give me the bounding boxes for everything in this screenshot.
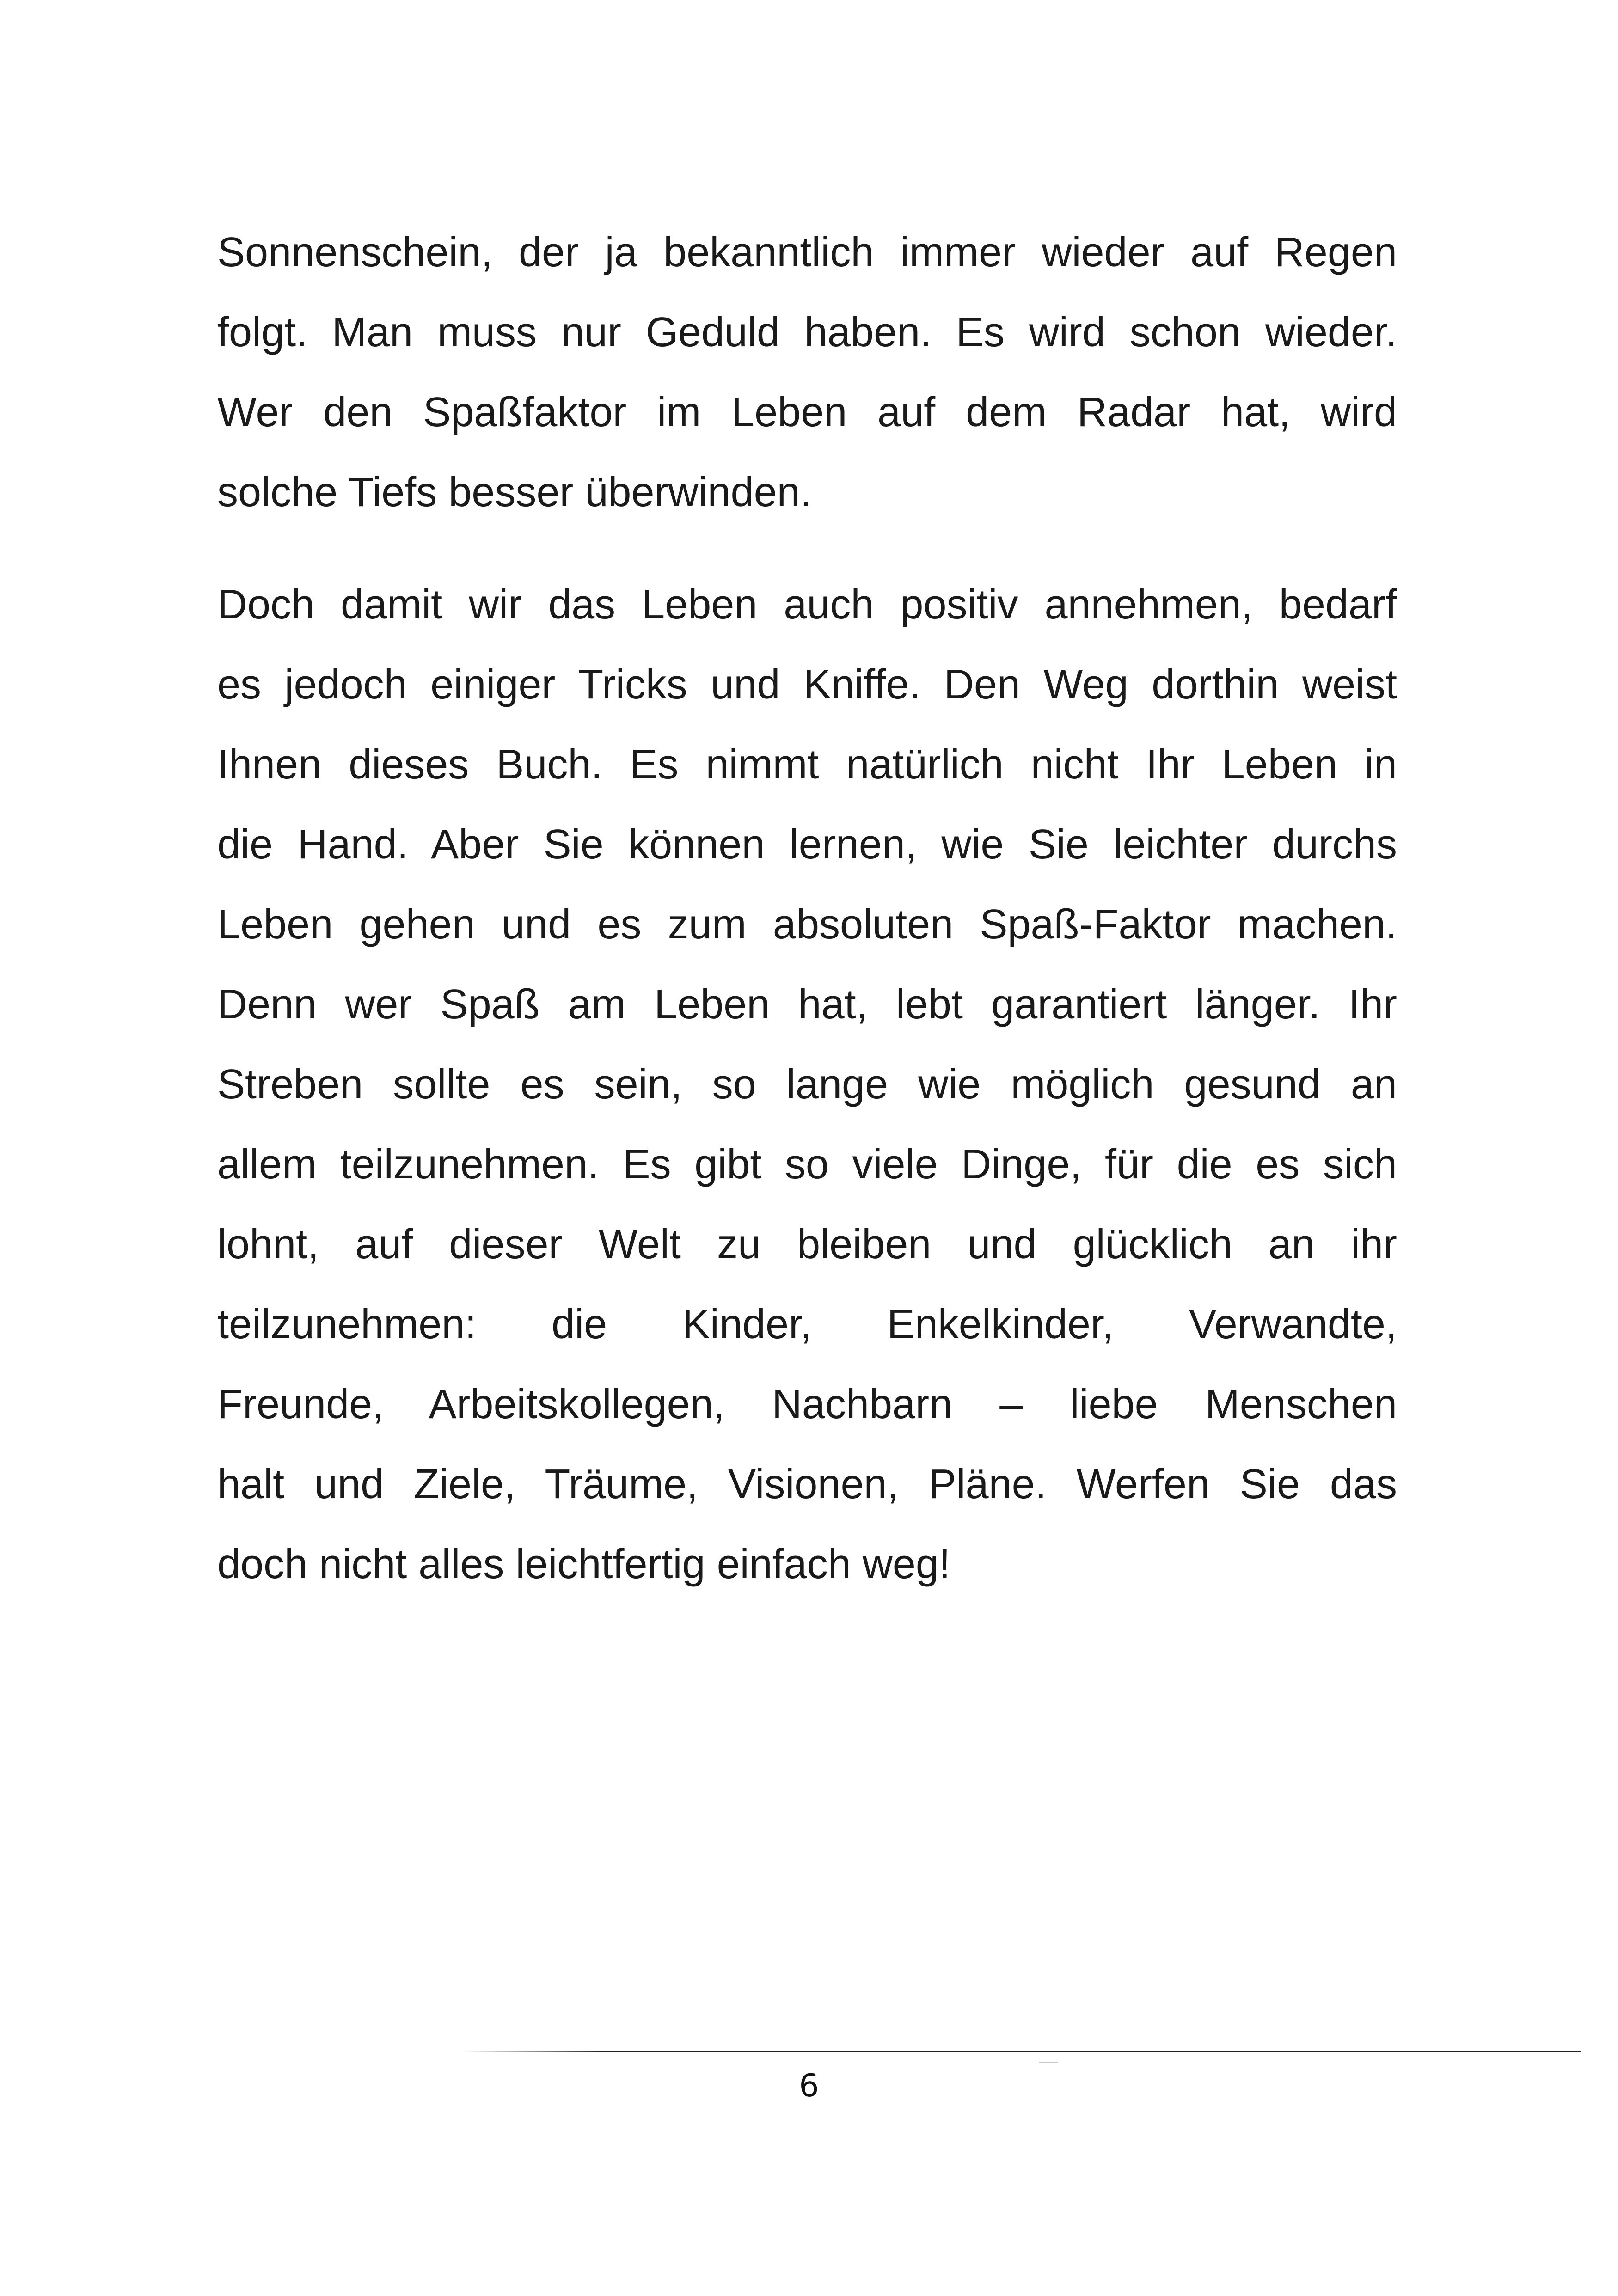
- body-text: [217, 213, 1397, 1604]
- text-line: allem teilzunehmen. Es gibt so viele Dinge, für die es sich: [217, 1141, 1397, 1188]
- text-line: Freunde, Arbeitskollegen, Nachbarn – liebe Menschen: [217, 1381, 1397, 1427]
- text-line: Sonnenschein, der ja bekanntlich immer wieder auf Regen: [217, 229, 1397, 276]
- text-line: Denn wer Spaß am Leben hat, lebt garantiert länger. Ihr: [217, 981, 1397, 1028]
- paragraph-2: [217, 565, 1397, 1604]
- text-line: halt und Ziele, Träume, Visionen, Pläne. Werfen Sie das: [217, 1461, 1397, 1507]
- text-line: teilzunehmen: die Kinder, Enkelkinder, Verwandte,: [217, 1301, 1397, 1347]
- text-line: Ihnen dieses Buch. Es nimmt natürlich nicht Ihr Leben in: [217, 741, 1397, 788]
- text-line: Leben gehen und es zum absoluten Spaß-Faktor machen.: [217, 901, 1397, 948]
- text-line: es jedoch einiger Tricks und Kniffe. Den Weg dorthin weist: [217, 661, 1397, 708]
- text-line: Doch damit wir das Leben auch positiv annehmen, bedarf: [217, 582, 1397, 628]
- page-number: 6: [799, 2068, 819, 2104]
- footer-divider: [462, 2051, 1581, 2052]
- text-line: die Hand. Aber Sie können lernen, wie Sie leichter durchs: [217, 821, 1397, 868]
- text-line: Wer den Spaßfaktor im Leben auf dem Radar hat, wird: [217, 389, 1397, 435]
- text-line: solche Tiefs besser überwinden.: [217, 469, 812, 515]
- footer-mark: [1039, 2062, 1058, 2063]
- text-line: doch nicht alles leichtfertig einfach weg!: [217, 1541, 950, 1587]
- paragraph-1: [217, 213, 1397, 533]
- text-line: lohnt, auf dieser Welt zu bleiben und glücklich an ihr: [217, 1221, 1397, 1267]
- text-line: folgt. Man muss nur Geduld haben. Es wird schon wieder.: [217, 309, 1397, 355]
- footer-divider-fade: [462, 2051, 601, 2052]
- text-line: Streben sollte es sein, so lange wie möglich gesund an: [217, 1061, 1397, 1108]
